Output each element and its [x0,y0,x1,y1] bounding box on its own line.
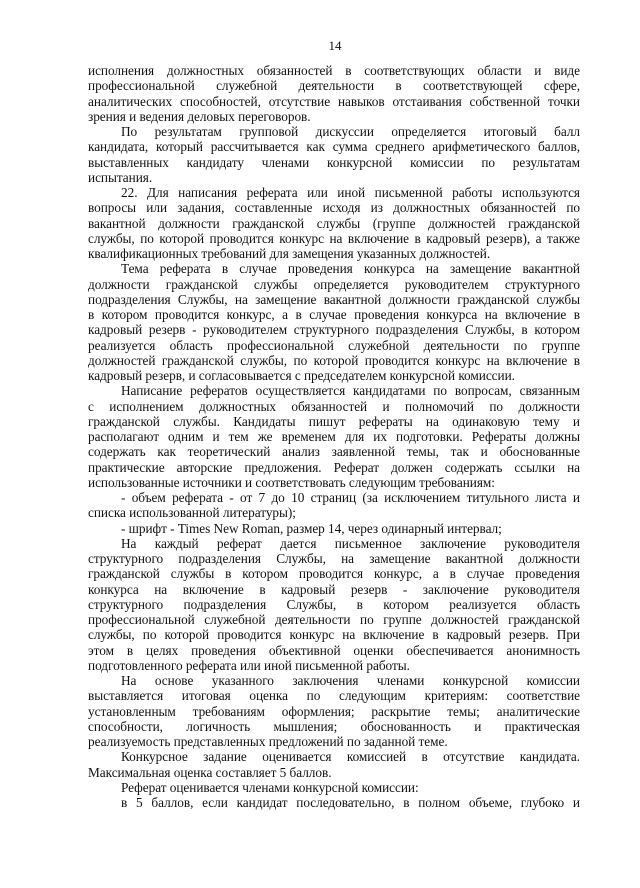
text-line: в котором проводится конкурс, а в случае проведения конкурса на включение в [88,307,580,322]
text-line: располагают одним и тем же временем для их подготовки. Рефераты должны [88,429,580,444]
text-line: службы, по которой проводится конкурс на включение в кадровый резерв. При [88,627,580,643]
text-line: использованные источники и соответствовать следующим требованиям: [88,474,495,490]
text-line: этом в целях проведения объективной оценки обеспечивается анонимность [88,642,580,658]
text-line: списка использованной литературы); [88,505,296,521]
text-line: реализуемость представленных предложений по заданной теме. [88,734,448,749]
text-line: исполнения должностных обязанностей в соответствующих области и виде [88,63,580,78]
text-line: кадровый резерв - руководителем структурного подразделения Службы, в котором [88,322,580,338]
text-line: должности гражданской службы определяется руководителем структурного [88,276,580,292]
text-line: гражданской службы в котором проводится конкурс, а в случае проведения [88,566,580,582]
text-line: установленным требованиям оформления; раскрытие темы; аналитические [88,703,580,719]
document-body [88,63,580,810]
text-line: профессиональной служебной деятельности по группе должностей гражданской [88,612,580,627]
text-line: структурного подразделения Службы, в котором реализуется область [88,596,580,612]
text-line: кадровый резерв, и согласовывается с председателем конкурсной комиссии. [88,368,515,383]
text-line: вопросы или задания, составленные исходя из должностных обязанностей по [88,200,580,216]
text-line: кандидата, который рассчитывается как сумма среднего арифметического баллов, [88,139,580,155]
text-line: подготовленного реферата или иной письменной работы. [88,657,410,673]
text-line: способности, логичность мышления; обоснованность и практическая [88,718,580,734]
document-page [88,38,580,810]
text-line: По результатам групповой дискуссии определяется итоговый балл [121,124,580,139]
text-line: выставляется итоговая оценка по следующим критериям: соответствие [88,688,580,704]
text-line: должностей гражданской службы, по которой проводится конкурс на включение в [88,352,580,368]
text-line: квалификационных требований для замещения указанных должностей. [88,246,491,261]
text-line: службы, по которой проводится конкурс на включение в кадровый резерв), а также [88,230,580,246]
page-number: 14 [328,38,342,53]
text-line: профессиональной служебной деятельности в соответствующей сфере, [88,78,580,94]
text-line: На каждый реферат дается письменное заключение руководителя [121,535,580,551]
text-line: структурного подразделения Службы, на замещение вакантной должности [88,551,580,566]
text-line: На основе указанного заключения членами конкурсной комиссии [121,673,580,688]
text-line: гражданской службы. Кандидаты пишут рефераты на одинаковую тему и [88,413,580,429]
text-line: зрения и ведения деловых переговоров. [88,108,311,124]
text-line: испытания. [88,169,153,185]
text-line: 22. Для написания реферата или иной письменной работы используются [121,185,580,200]
text-line: Реферат оценивается членами конкурсной комиссии: [121,779,419,795]
text-line: - объем реферата - от 7 до 10 страниц (за исключением титульного листа и [121,490,580,505]
text-line: подразделения Службы, на замещение вакантной должности гражданской службы [88,291,580,307]
text-line: Написание рефератов осуществляется кандидатами по вопросам, связанным [121,383,580,399]
text-line: содержать как теоретический анализ заявленной темы, так и обоснованные [88,444,580,460]
text-line: практические авторские предложения. Реферат должен содержать ссылки на [88,459,580,475]
text-line: аналитических способностей, отсутствие навыков отстаивания собственной точки [88,93,580,109]
text-line: с исполнением должностных обязанностей и полномочий по должности [88,398,580,414]
text-line: Конкурсное задание оценивается комиссией в отсутствие кандидата. [121,749,580,765]
text-line: реализуется область профессиональной служебной деятельности по группе [88,337,580,353]
text-line: конкурса на включение в кадровый резерв - заключение руководителя [88,581,580,597]
text-line: Тема реферата в случае проведения конкурса на замещение вакантной [121,261,580,277]
text-line: выставленных кандидату членами конкурсной комиссии по результатам [88,154,580,170]
text-line: в 5 баллов, если кандидат последовательно, в полном объеме, глубоко и [121,795,580,810]
text-line: Максимальная оценка составляет 5 баллов. [88,764,332,780]
text-line: - шрифт - Times New Roman, размер 14, через одинарный интервал; [121,520,502,536]
text-line: вакантной должности гражданской службы (группе должностей гражданской [88,215,580,231]
